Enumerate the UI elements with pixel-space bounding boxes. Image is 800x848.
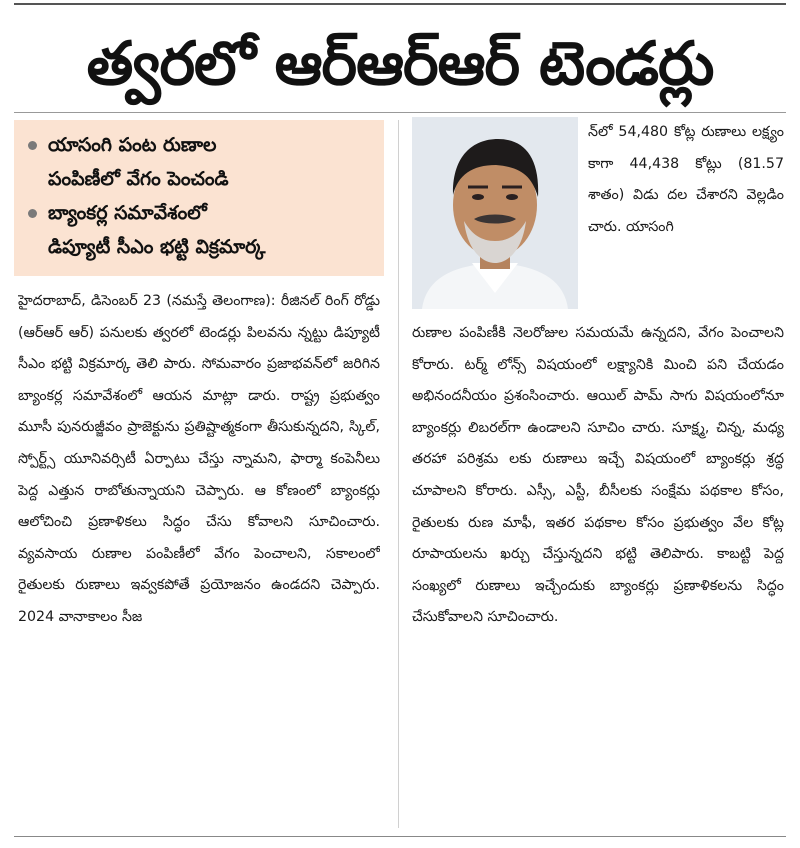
highlights-box	[14, 120, 384, 276]
bullet-icon	[28, 209, 37, 218]
highlight-line: యాసంగి పంట రుణాల	[48, 134, 217, 156]
bottom-rule	[14, 836, 786, 837]
headline-rule	[14, 112, 786, 113]
highlight-item	[28, 128, 374, 196]
bullet-icon	[28, 141, 37, 150]
highlight-line: డిప్యూటీ సీఎం భట్టి విక్రమార్క	[48, 236, 266, 258]
article-body-right-top: న్‌లో 54,480 కోట్ల రుణాలు లక్ష్యం కాగా 44,438 కోట్లు (81.57 శాతం) విడు దల చేశారని వెల్లడిం చారు. యాసంగి	[588, 124, 784, 235]
highlight-line: పంపిణీలో వేగం పెంచండి	[48, 168, 229, 190]
top-rule	[14, 3, 786, 5]
portrait-illustration	[412, 117, 578, 309]
highlight-item	[28, 196, 374, 264]
headline: త్వరలో ఆర్‌ఆర్‌ఆర్ టెండర్లు	[86, 29, 714, 99]
column-divider	[398, 120, 399, 828]
article-body-right: రుణాల పంపిణీకి నెలరోజుల సమయమే ఉన్నదని, వేగం పెంచాలని కోరారు. టర్మ్ లోన్స్ విషయంలో లక్ష్యానికి మించి పని చేయడం అభినందనీయం ప్రశంసించారు. ఆయిల్ పామ్ సాగు విషయంలోనూ బ్యాంకర్లు లిబరల్‌గా ఉండాలని సూచిం చారు. సూక్ష్మ, చిన్న, మధ్య తరహా పరిశ్రమ లకు రుణాలు ఇచ్చే విషయంలో బ్యాంకర్లు శ్రద్ధ చూపాలని కోరారు. ఎస్సీ, ఎస్టీ, బీసీలకు సంక్షేమ పథకాల కోసం, రైతులకు రుణ మాఫీ, ఇతర పథకాల కోసం ప్రభుత్వం వేల కోట్ల రూపాయలను ఖర్చు చేస్తున్నదని భట్టి తెలిపారు. కాబట్టి పెద్ద సంఖ్యలో రుణాలు ఇచ్చేందుకు బ్యాంకర్లు ప్రణాళికలను సిద్ధం చేసుకోవాలని సూచించారు.	[412, 325, 784, 626]
article-body-left: హైదరాబాద్, డిసెంబర్ 23 (నమస్తే తెలంగాణ): రీజినల్ రింగ్ రోడ్డు (ఆర్‌ఆర్ ఆర్) పనులకు త్వరలో టెండర్లు పిలవను న్నట్టు డిప్యూటీ సీఎం భట్టి విక్రమార్క తెలి పారు. సోమవారం ప్రజాభవన్‌లో జరిగిన బ్యాంకర్ల సమావేశంలో ఆయన మాట్లా డారు. రాష్ట్ర ప్రభుత్వం మూసీ పునరుజ్జీవం ప్రాజెక్టును ప్రతిష్టాత్మకంగా తీసుకున్నదని, స్కిల్, స్పోర్ట్స్ యూనివర్సిటీ ఏర్పాటు చేస్తు న్నామని, ఫార్మా కంపెనీలు పెద్ద ఎత్తున రాబోతున్నాయని చెప్పారు. ఆ కోణంలో బ్యాంకర్లు ఆలోచించి ప్రణాళికలు సిద్ధం చేసు కోవాలని సూచించారు. వ్యవసాయ రుణాల పంపిణీలో వేగం పెంచాలని, సకాలంలో రైతులకు రుణాలు ఇవ్వకపోతే ప్రయోజనం ఉండదని చెప్పారు. 2024 వానాకాలం సీజ	[18, 293, 380, 625]
highlight-line: బ్యాంకర్ల సమావేశంలో	[48, 202, 207, 224]
portrait-photo	[412, 117, 578, 309]
